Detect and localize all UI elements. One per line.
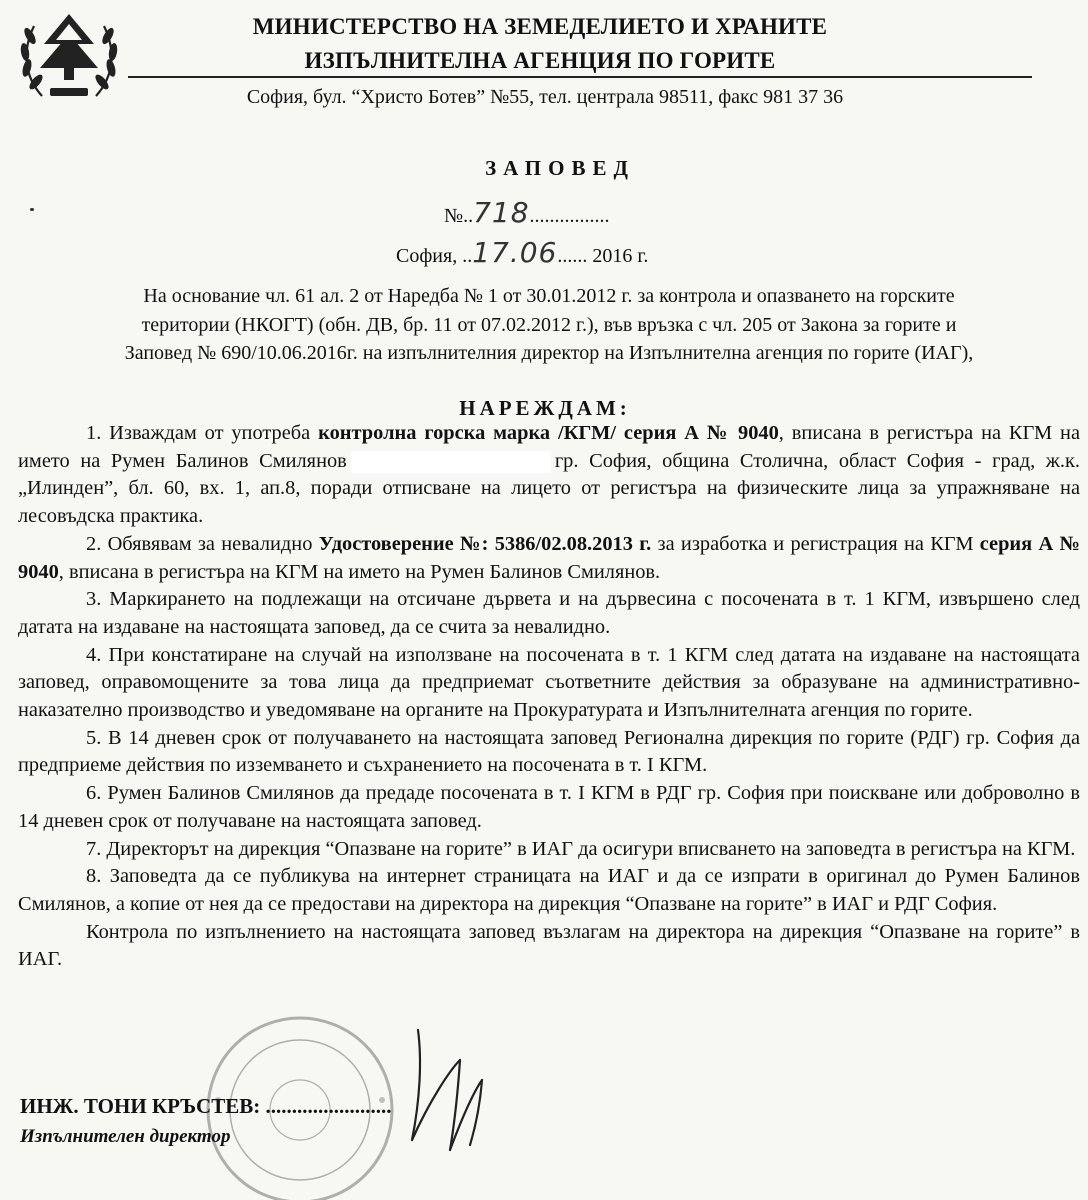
preamble-line: Заповед № 690/10.06.2016г. на изпълнителния директор на Изпълнителна агенция по горите (ИАГ), (124, 342, 974, 364)
signatory-title: Изпълнителен директор (20, 1126, 231, 1147)
order-number-line (444, 196, 610, 229)
redacted-block (351, 451, 551, 473)
decree-heading: НАРЕЖДАМ: (459, 396, 631, 420)
preamble (18, 282, 1080, 368)
item-6: 6. Румен Балинов Смилянов да предаде посочената в т. I КГМ в РДГ гр. София при поискване или доброволно в 14 дневен срок от получаване на настоящата заповед. (18, 782, 1080, 832)
preamble-line: територии (НКОГТ) (обн. ДВ, бр. 11 от 07.02.2012 г.), във връзка с чл. 205 от Закона за горите и (141, 313, 957, 336)
year-suffix: 2016 г. (587, 245, 649, 267)
item-8: 8. Заповедта да се публикува на интернет страницата на ИАГ и да се изпрати в оригинал до Румен Балинов Смилянов, а копие от нея да се предостави на директора на дирекция “Опазване на горите” в ИАГ и РДГ София. (18, 865, 1080, 915)
date-dots: .. (462, 245, 473, 267)
document-title: ЗАПОВЕД (485, 156, 635, 180)
item-1: 1. Изваждам от употреба контролна горска марка /КГМ/ серия А № 9040, вписана в регистъра на КГМ на името на Румен Балинов Смилянов гр. София, община Столична, област София - град, ж.к. „Илинден”, бл. 60, вх. 1, ап.8, поради отписване на лицето от регистъра на физическите лица за упражняване на лесовъдска практика. (18, 422, 1080, 528)
signatory-name: ИНЖ. ТОНИ КРЪСТЕВ: ........................ (20, 1094, 392, 1118)
header-divider (128, 76, 1032, 78)
handwritten-signature-icon (300, 1010, 520, 1160)
item-1-emphasis: контролна горска марка /КГМ/ серия А № 9040 (318, 422, 779, 444)
preamble-line: На основание чл. 61 ал. 2 от Наредба № 1 от 30.01.2012 г. за контрола и опазването на горските (143, 285, 955, 307)
agency-name: ИЗПЪЛНИТЕЛНА АГЕНЦИЯ ПО ГОРИТЕ (304, 48, 776, 73)
item-4: 4. При констатиране на случай на използване на посочената в т. 1 КГМ след датата на издаване на настоящата заповед, оправомощените за това лица да предприемат съответните действия за образуване на административно-наказателно производство и уведомяване на органите на Прокуратурата и Изпълнителната агенция по горите. (18, 643, 1080, 722)
city-prefix: София, (396, 245, 463, 267)
number-dots: .. (463, 205, 474, 227)
item-3: 3. Маркирането на подлежащи на отсичане дървета и на дървесина с посочената в т. 1 КГМ, извършено след датата на издаване на настоящата заповед, да се счита за невалидно. (18, 588, 1080, 638)
item-2: 2. Обявявам за невалидно Удостоверение №: 5386/02.08.2013 г. за изработка и регистрация на КГМ серия А № 9040, вписана в регистъра на КГМ на името на Румен Балинов Смилянов. (18, 532, 1080, 583)
order-items (18, 420, 1080, 974)
ministry-name: МИНИСТЕРСТВО НА ЗЕМЕДЕЛИЕТО И ХРАНИТЕ (252, 14, 828, 39)
handwritten-date: 17.06 (472, 236, 558, 269)
number-dots-after: ................ (529, 205, 610, 227)
order-date-line (396, 236, 648, 269)
control-clause: Контрола по изпълнението на настоящата заповед възлагам на директора на дирекция “Опазване на горите” в ИАГ. (18, 920, 1080, 971)
certificate-number: Удостоверение №: 5386/02.08.2013 г. (318, 532, 652, 555)
item-7: 7. Директорът на дирекция “Опазване на горите” в ИАГ да осигури вписването на заповедта в регистъра на КГМ. (86, 837, 1076, 860)
scan-speck (30, 208, 34, 211)
handwritten-order-number: 718 (473, 196, 530, 229)
agency-address: София, бул. “Христо Ботев” №55, тел. централа 98511, факс 981 37 36 (246, 86, 844, 108)
date-dots-after: ...... (557, 245, 588, 267)
number-prefix: № (444, 205, 464, 227)
forest-agency-emblem-icon (14, 6, 124, 106)
item-5: 5. В 14 дневен срок от получаването на настоящата заповед Регионална дирекция по горите (РДГ) гр. София да предприеме действия по изземването и съхранението на посочената в т. I КГМ. (18, 726, 1080, 777)
item-2-series: серия А № 9040 (18, 532, 1080, 583)
